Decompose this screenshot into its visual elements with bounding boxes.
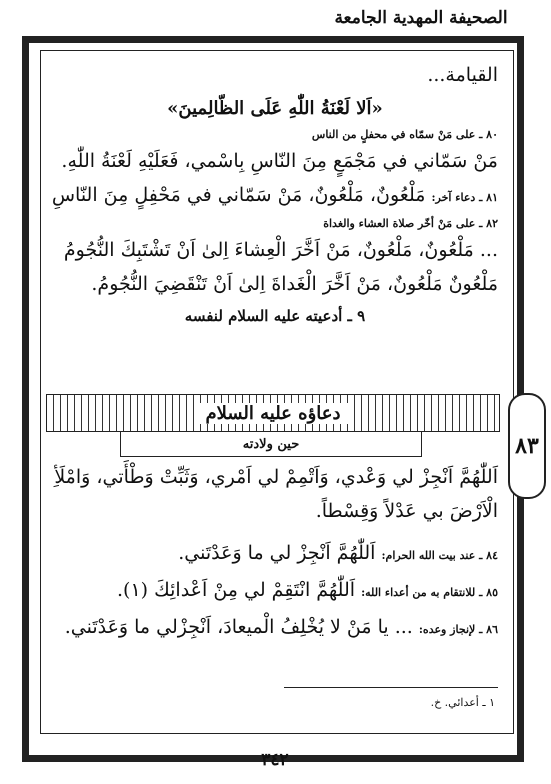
text-line-81	[52, 178, 498, 215]
text-line-84	[52, 536, 498, 573]
text-line-85	[52, 573, 498, 610]
bottom-page-number: ٣٤٢	[261, 750, 289, 770]
label-86: ٨٦ ـ لإنجاز وعده:	[418, 623, 498, 636]
text-81: مَلْعُونٌ، مَلْعُونٌ، مَنْ سَمّاني في مَحْفِلٍ مِنَ النّاسِ	[51, 184, 426, 206]
text-86: ... يا مَنْ لا يُخْلِفُ الْميعادَ، اَنْجِزْلي ما وَعَدْتَني.	[64, 616, 413, 638]
quran-verse: «اَلا لَعْنَةُ اللّٰهِ عَلَى الظّالِمينَ»	[167, 98, 383, 119]
label-81: ٨١ ـ دعاء آخر:	[431, 191, 498, 204]
text-line-86	[52, 610, 498, 647]
label-85: ٨٥ ـ للانتقام به من أعداء الله:	[361, 586, 498, 599]
text-line: مَلْعُونٌ مَلْعُونٌ، مَنْ اَخَّرَ الْغَداةَ اِلىٰ اَنْ تَنْقَضِيَ النُّجُومُ.	[91, 273, 498, 295]
running-header: الصحيفة المهدية الجامعة	[334, 8, 508, 28]
banner-title: دعاؤه عليه السلام	[195, 403, 350, 424]
text-block-top	[52, 58, 498, 329]
label-84: ٨٤ ـ عند بيت الله الحرام:	[381, 549, 498, 562]
text-85: اَللّٰهُمَّ انْتَقِمْ لي مِنْ اَعْدائِكَ (١).	[117, 579, 356, 601]
side-page-number: ٨٣	[508, 393, 546, 499]
banner-subtitle: حين ولادته	[120, 432, 422, 457]
footnote-rule	[284, 687, 498, 688]
text-line: اَللّٰهُمَّ اَنْجِزْ لي وَعْدي، وَاَتْمِمْ لي اَمْري، وَثَبِّتْ وَطْأَتي، وَامْلَأِ	[54, 466, 498, 488]
heading-80: ٨٠ ـ على مَنْ سمّاه في محفلٍ من الناس	[311, 128, 498, 141]
text-line: الْاَرْضَ بي عَدْلاً وَقِسْطاً.	[315, 500, 498, 522]
text-line: مَنْ سَمّاني في مَجْمَعٍ مِنَ النّاسِ بِاسْمي، فَعَلَيْهِ لَعْنَةُ اللّٰهِ.	[61, 150, 498, 172]
text-line: القيامة...	[427, 64, 498, 86]
text-block-bottom	[52, 460, 498, 647]
text-84: اَللّٰهُمَّ اَنْجِزْ لي ما وَعَدْتَني.	[178, 542, 376, 564]
footnote: ١ ـ أعدائي. خ.	[430, 696, 495, 709]
section-heading: ٩ ـ أدعيته عليه السلام لنفسه	[184, 307, 366, 325]
text-line: ... مَلْعُونٌ، مَلْعُونٌ، مَنْ اَخَّرَ الْعِشاءَ اِلىٰ اَنْ تَشْتَبِكَ النُّجُومُ	[63, 239, 498, 261]
heading-82: ٨٢ ـ على مَنْ أخّر صلاة العشاء والغداة	[323, 217, 498, 230]
ornamental-banner	[46, 394, 500, 432]
